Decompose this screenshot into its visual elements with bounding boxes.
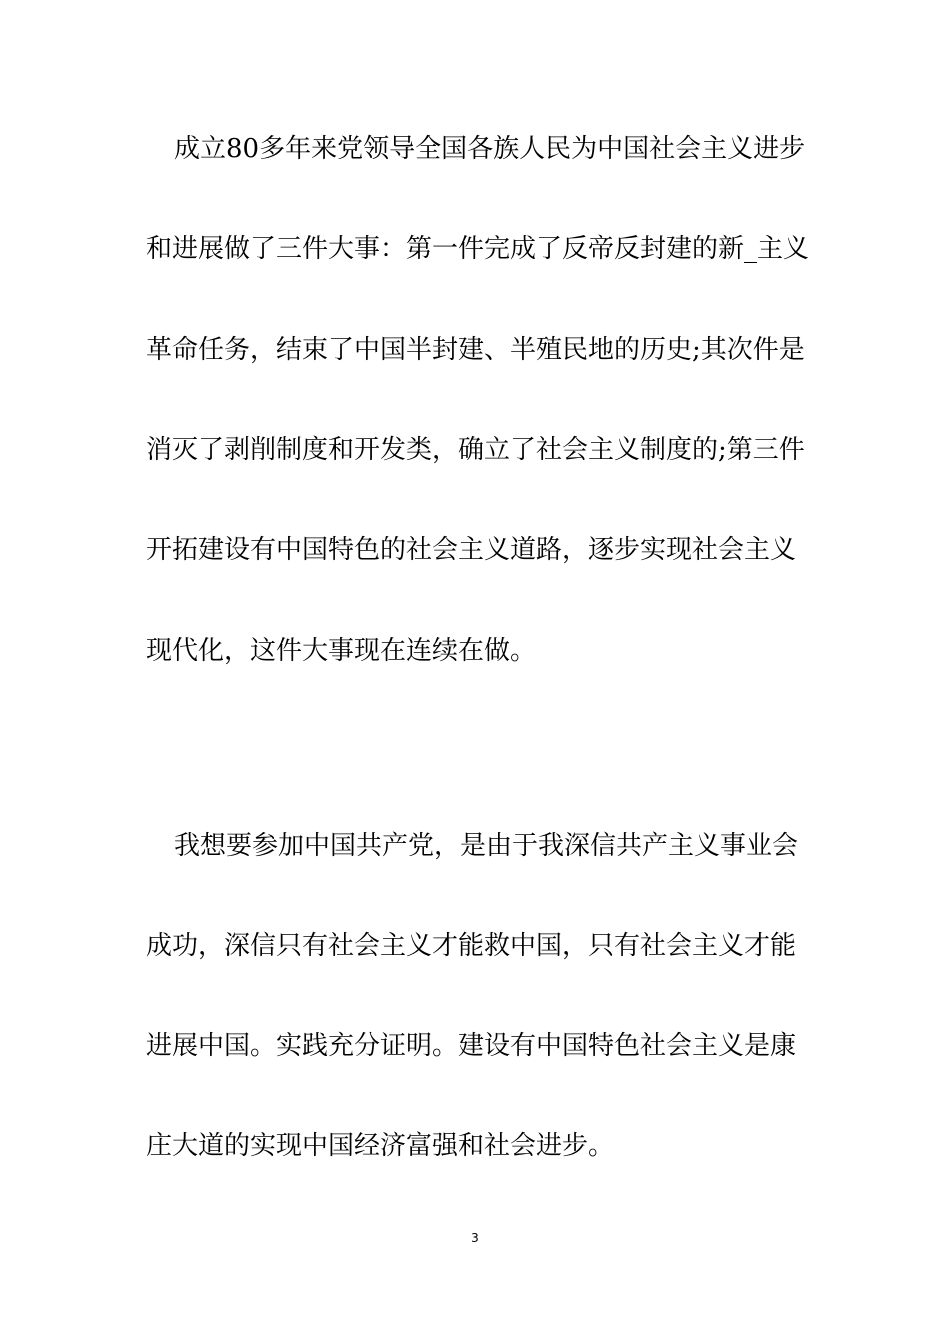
page-number: 3: [471, 1231, 479, 1245]
paragraph-line: 革命任务，结束了中国半封建、半殖民地的历史;其次件是: [146, 335, 805, 365]
paragraph-line: 消灭了剥削制度和开发类，确立了社会主义制度的;第三件: [146, 435, 805, 465]
paragraph-line: 现代化，这件大事现在连续在做。: [146, 636, 537, 666]
paragraph-line: 成功，深信只有社会主义才能救中国，只有社会主义才能: [146, 931, 797, 961]
paragraph-line: 和进展做了三件大事：第一件完成了反帝反封建的新_主义: [146, 234, 810, 264]
paragraph-line: 成立80多年来党领导全国各族人民为中国社会主义进步: [174, 134, 806, 164]
paragraph-line: 我想要参加中国共产党，是由于我深信共产主义事业会: [174, 831, 799, 861]
paragraph-line: 庄大道的实现中国经济富强和社会进步。: [146, 1131, 615, 1161]
paragraph-line: 进展中国。实践充分证明。建设有中国特色社会主义是康: [146, 1031, 797, 1061]
paragraph-line: 开拓建设有中国特色的社会主义道路，逐步实现社会主义: [146, 535, 797, 565]
